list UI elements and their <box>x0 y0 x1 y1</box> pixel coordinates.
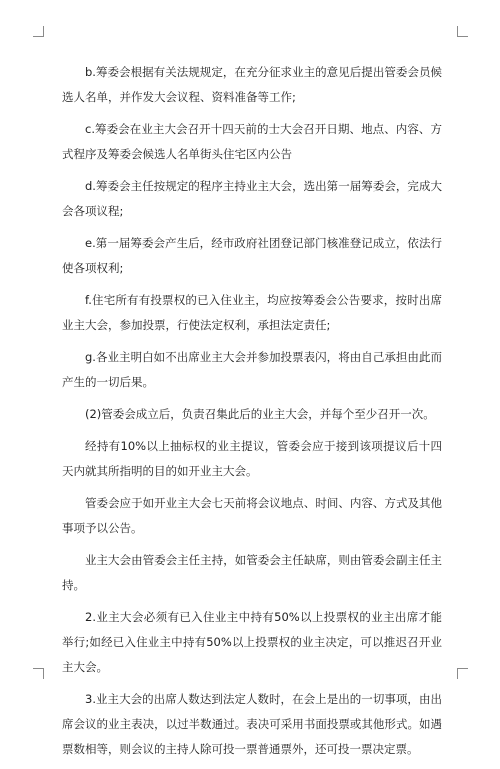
paragraph-notice: 管委会应于如开业主大会七天前将会议地点、时间、内容、方式及其他事项予以公告。 <box>62 496 442 535</box>
paragraph-quorum: 2.业主大会必须有已入住业主中持有50%以上投票权的业主出席才能举行;如经已入住业主中持有50%以上投票权的业主决定，可以推迟召开业主大会。 <box>62 610 442 674</box>
paragraph-chair: 业主大会由管委会主任主持，如管委会主任缺席，则由管委会副主任主持。 <box>62 553 442 592</box>
paragraph-d: d.筹委会主任按规定的程序主持业主大会，选出第一届筹委会，完成大会各项议程; <box>62 179 442 218</box>
paragraph-g: g.各业主明白如不出席业主大会并参加投票表闪，将由自己承担由此而产生的一切后果。 <box>62 350 442 389</box>
paragraph-2: (2)管委会成立后，负责召集此后的业主大会，并每个至少召开一次。 <box>85 407 435 421</box>
crop-mark-top-right <box>457 26 468 37</box>
paragraph-vote: 3.业主大会的出席人数达到法定人数时，在会上是出的一切事项，由出席会议的业主表决，以过半数通过。表决可采用书面投票或其他形式。如遇票数相等，则会议的主持人除可投一票普通票外，还可投一票决定票。 <box>62 692 442 756</box>
crop-mark-bottom-right <box>457 668 468 679</box>
paragraph-c: c.筹委会在业主大会召开十四天前的士大会召开日期、地点、内容、方式程序及筹委会候选人名单街头住宅区内公告 <box>62 122 442 161</box>
paragraph-f: f.住宅所有有投票权的已入住业主，均应按筹委会公告要求，按时出席业主大会，参加投票，行使法定权利，承担法定责任; <box>62 293 442 332</box>
paragraph-e: e.第一届筹委会产生后，经市政府社团登记部门核准登记成立，依法行使各项权利; <box>62 236 442 275</box>
paragraph-b: b.筹委会根据有关法规规定，在充分征求业主的意见后提出管委会员候选人名单，并作发大会议程、资料准备等工作; <box>62 65 442 104</box>
crop-mark-bottom-left <box>33 668 44 679</box>
paragraph-proposal: 经持有10%以上抽标权的业主提议，管委会应于接到该项提议后十四天内就其所指明的目的如开业主大会。 <box>62 439 442 478</box>
crop-mark-top-left <box>33 26 44 37</box>
document-body <box>62 60 442 769</box>
